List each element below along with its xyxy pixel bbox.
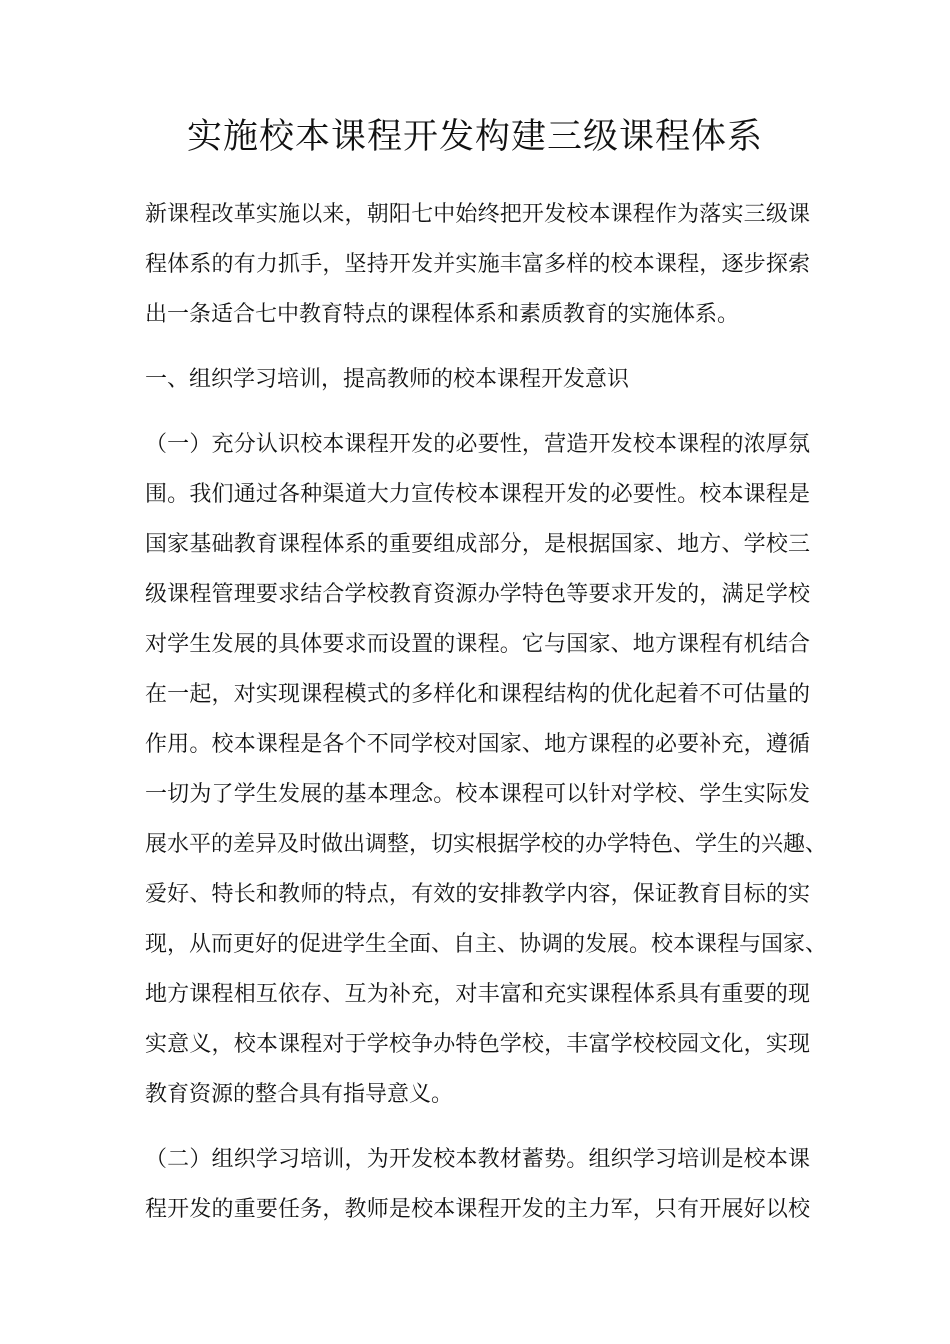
paragraph-line: 在一起，对实现课程模式的多样化和课程结构的优化起着不可估量的 [145, 682, 810, 707]
document-body [145, 190, 828, 1250]
paragraph-line: 作用。校本课程是各个不同学校对国家、地方课程的必要补充，遵循 [145, 732, 810, 757]
paragraph-line: 程体系的有力抓手，坚持开发并实施丰富多样的校本课程，逐步探索 [145, 252, 810, 277]
paragraph-line: 实意义，校本课程对于学校争办特色学校，丰富学校校园文化，实现 [145, 1032, 810, 1057]
subsection-one-paragraph [145, 420, 828, 1120]
document-title: 实施校本课程开发构建三级课程体系 [186, 117, 763, 157]
paragraph-line: 国家基础教育课程体系的重要组成部分，是根据国家、地方、学校三 [145, 532, 810, 557]
paragraph-line: （一）充分认识校本课程开发的必要性，营造开发校本课程的浓厚氛 [145, 432, 810, 457]
section-heading-text: 一、组织学习培训，提高教师的校本课程开发意识 [145, 367, 630, 392]
paragraph-line: 教育资源的整合具有指导意义。 [145, 1082, 454, 1107]
section-heading [145, 355, 810, 405]
paragraph-line: （二）组织学习培训，为开发校本教材蓄势。组织学习培训是校本课 [145, 1147, 810, 1172]
paragraph-line: 围。我们通过各种渠道大力宣传校本课程开发的必要性。校本课程是 [145, 482, 810, 507]
subsection-two-paragraph [145, 1135, 810, 1235]
intro-paragraph [145, 190, 810, 340]
paragraph-line: 级课程管理要求结合学校教育资源办学特色等要求开发的，满足学校 [145, 582, 810, 607]
paragraph-line: 现，从而更好的促进学生全面、自主、协调的发展。校本课程与国家、 [145, 932, 828, 957]
paragraph-line: 对学生发展的具体要求而设置的课程。它与国家、地方课程有机结合 [145, 632, 810, 657]
paragraph-line: 爱好、特长和教师的特点，有效的安排教学内容，保证教育目标的实 [145, 882, 810, 907]
paragraph-line: 地方课程相互依存、互为补充，对丰富和充实课程体系具有重要的现 [145, 982, 810, 1007]
paragraph-line: 一切为了学生发展的基本理念。校本课程可以针对学校、学生实际发 [145, 782, 810, 807]
paragraph-line: 新课程改革实施以来，朝阳七中始终把开发校本课程作为落实三级课 [145, 202, 810, 227]
paragraph-line: 出一条适合七中教育特点的课程体系和素质教育的实施体系。 [145, 302, 740, 327]
paragraph-line: 展水平的差异及时做出调整，切实根据学校的办学特色、学生的兴趣、 [145, 832, 828, 857]
paragraph-line: 程开发的重要任务，教师是校本课程开发的主力军，只有开展好以校 [145, 1197, 810, 1222]
